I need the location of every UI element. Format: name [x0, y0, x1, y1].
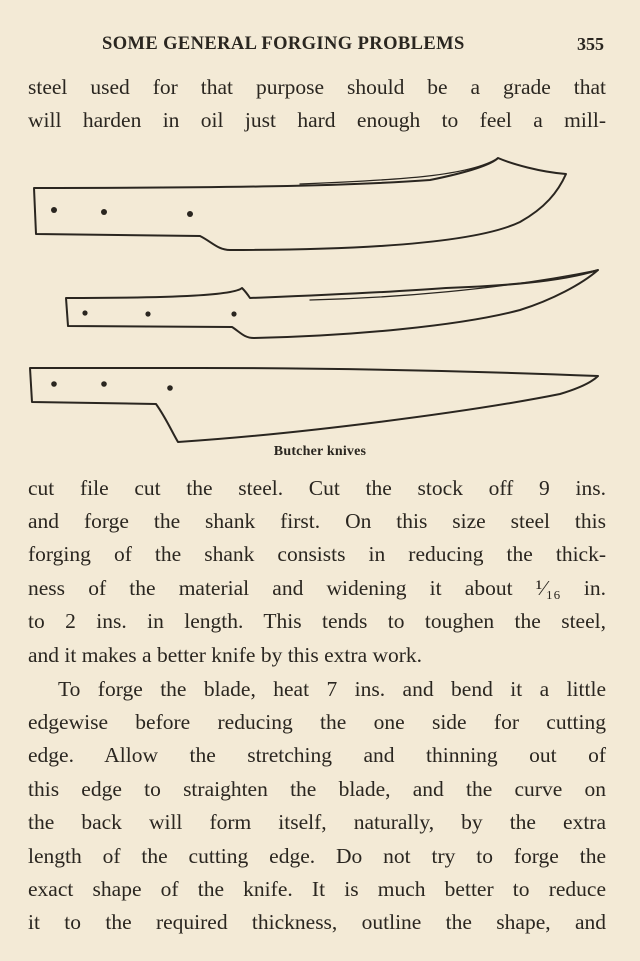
rivet-dot — [167, 385, 173, 391]
butcher-knives-figure — [0, 150, 640, 450]
rivet-dot — [51, 381, 57, 387]
rivet-dot — [82, 310, 87, 315]
text-line: forging of the shank consists in reducing the thick- — [28, 542, 606, 566]
text-line: ness of the material and widening it about ¹⁄₁₆ in. — [28, 576, 606, 600]
knife-3-outline — [30, 368, 598, 442]
text-line: To forge the blade, heat 7 ins. and bend it a little — [58, 677, 606, 701]
text-line: will harden in oil just hard enough to feel a mill- — [28, 108, 606, 132]
text-line: it to the required thickness, outline the shape, and — [28, 910, 606, 934]
text-line: and forge the shank first. On this size steel this — [28, 509, 606, 533]
rivet-dot — [101, 381, 107, 387]
knife-2-outline — [66, 270, 598, 338]
text-line: exact shape of the knife. It is much better to reduce — [28, 877, 606, 901]
text-line: steel used for that purpose should be a grade that — [28, 75, 606, 99]
text-line: and it makes a better knife by this extra work. — [28, 643, 423, 667]
running-title: SOME GENERAL FORGING PROBLEMS — [102, 34, 465, 54]
figure-caption: Butcher knives — [273, 444, 367, 459]
rivet-dot — [145, 311, 150, 316]
text-line: the back will form itself, naturally, by the extra — [28, 810, 606, 834]
rivet-dot — [231, 311, 236, 316]
text-line: to 2 ins. in length. This tends to toughen the steel, — [28, 609, 606, 633]
page-number: 355 — [577, 34, 604, 54]
knives-illustration — [0, 150, 640, 450]
rivet-dot — [101, 209, 107, 215]
knife-1-outline — [34, 158, 566, 250]
rivet-dot — [187, 211, 193, 217]
text-line: length of the cutting edge. Do not try to forge the — [28, 844, 606, 868]
rivet-dot — [51, 207, 57, 213]
text-line: edgewise before reducing the one side for cutting — [28, 710, 606, 734]
running-head — [28, 34, 606, 58]
text-line: this edge to straighten the blade, and the curve on — [28, 777, 606, 801]
text-line: cut file cut the steel. Cut the stock off 9 ins. — [28, 476, 606, 500]
text-line: edge. Allow the stretching and thinning out of — [28, 743, 606, 767]
